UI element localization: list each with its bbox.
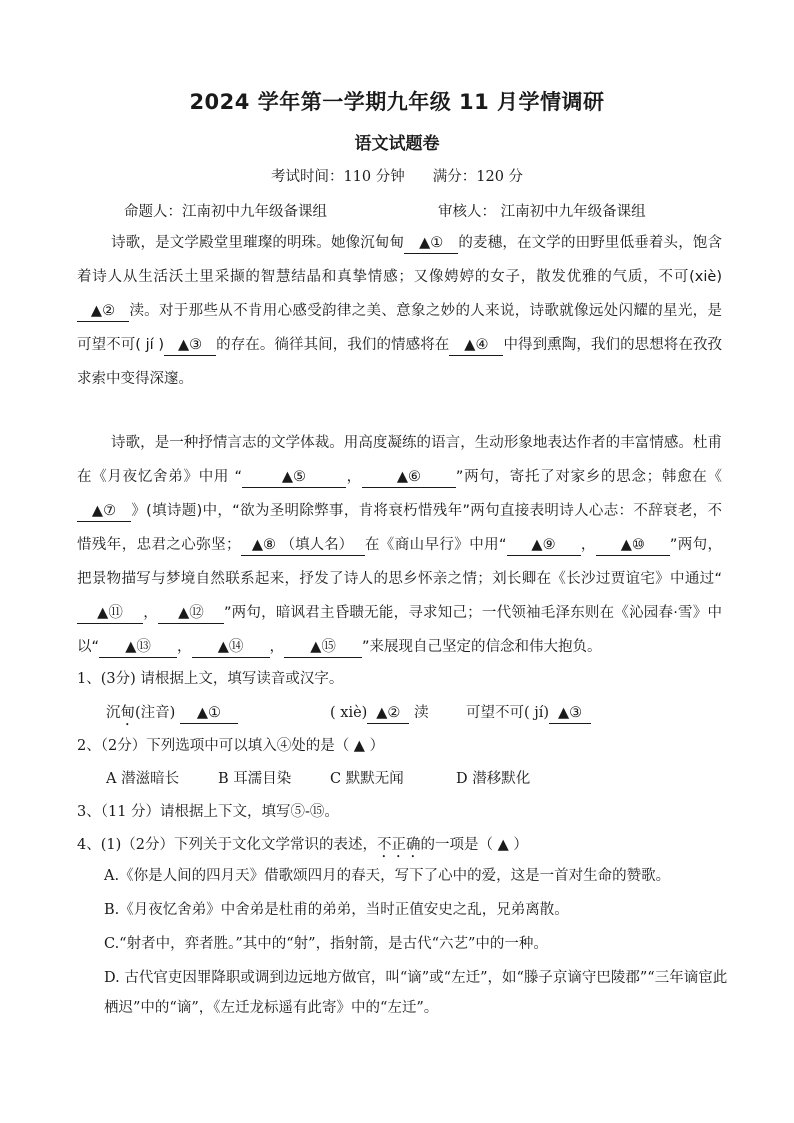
q1a-dotted-char: 甸 — [120, 705, 135, 721]
passage-text: ， — [345, 469, 362, 485]
blank-6: ▲⑥ — [362, 467, 456, 488]
q1c-text: 可望不可( jí) — [466, 705, 550, 721]
blank-1: ▲① — [404, 233, 458, 254]
q4-emphasis: 不正确 — [377, 837, 421, 853]
passage-text: 中得到熏陶，我们的思想将在孜孜求索中变得深邃。 — [77, 337, 723, 387]
blank-11: ▲⑪ — [77, 603, 143, 624]
question-2-option-c: C 默默无闻 — [330, 771, 404, 787]
q1b-pinyin: ( xiè) — [330, 705, 368, 721]
passage-text: ”两句，暗讽君主昏聩无能，寻求知己；一代领袖毛泽东则在《沁园春·雪》中以“ — [77, 605, 722, 655]
passage-text: 的麦穗，在文学的田野里低垂着头，饱含着诗人从生活沃土里采撷的智慧结晶和真挚情感；又像娉婷的女子，散发优雅的气质，不可(xiè) — [77, 235, 723, 285]
blank-14: ▲⑭ — [192, 637, 270, 658]
exam-meta — [0, 165, 794, 186]
q4-stem-text: 的一项是（ ▲ ） — [420, 837, 528, 853]
passage-text: ， — [177, 639, 192, 655]
question-2-option-d: D 潜移默化 — [456, 771, 531, 787]
question-2-stem: 2、（2分）下列选项中可以填入④处的是（ ▲ ） — [77, 738, 385, 754]
question-4-option-d: D. 古代官吏因罪降职或调到边远地方做官，叫“谪”或“左迁”，如“滕子京谪守巴陵郡”“三年谪宦此栖迟”中的“谪”，《左迁龙标遥有此寄》中的“左迁”。 — [104, 970, 728, 1016]
exam-time: 考试时间：110 分钟 — [270, 169, 405, 185]
passage-text: 诗歌，是文学殿堂里璀璨的明珠。她像沉甸甸 — [111, 235, 405, 251]
question-4-option-a: A.《你是人间的四月天》借歌颂四月的春天，写下了心中的爱，这是一首对生命的赞歌。 — [104, 868, 671, 884]
passage-text: 》(填诗题)中，“欲为圣明除弊事，肯将衰朽惜残年”两句直接表明诗人心志：不辞衰老，不惜残年，忠君之心弥坚； — [77, 503, 722, 553]
q1a-note: (注音) — [135, 705, 176, 721]
q1c-blank: ▲③ — [549, 703, 591, 724]
blank-15: ▲⑮ — [284, 637, 362, 658]
question-3-stem: 3、（11 分）请根据上下文，填写⑤-⑮。 — [77, 804, 339, 820]
blank-4: ▲④ — [449, 335, 503, 356]
author: 命题人：江南初中九年级备课组 — [124, 204, 327, 220]
question-4-option-b: B.《月夜忆舍弟》中舍弟是杜甫的弟弟，当时正值安史之乱，兄弟离散。 — [104, 902, 569, 918]
blank-7: ▲⑦ — [77, 501, 131, 522]
exam-subtitle: 语文试题卷 — [354, 134, 440, 154]
exam-title: 2024 学年第一学期九年级 11 月学情调研 — [189, 90, 605, 114]
question-1-item-a — [106, 701, 238, 729]
blank-3: ▲③ — [164, 335, 216, 356]
q1a-blank: ▲① — [180, 703, 238, 724]
passage-text: ”两句，寄托了对家乡的思念；韩愈在《 — [455, 469, 723, 485]
q1b-blank: ▲② — [367, 703, 409, 724]
passage-text: ， — [143, 605, 158, 621]
question-1-item-c — [466, 701, 591, 724]
question-1-stem: 1、(3分) 请根据上文，填写读音或汉字。 — [77, 671, 344, 687]
question-2-option-b: B 耳濡目染 — [218, 771, 292, 787]
passage-text: 渎。对于那些从不肯用心感受韵律之美、意象之妙的人来说，诗歌就像远处闪耀的星光，是可望不可( jí ) — [77, 303, 722, 353]
question-2-option-a: A 潜滋暗长 — [106, 771, 180, 787]
question-4-option-c: C.“射者中，弈者胜。”其中的“射”，指射箭，是古代“六艺”中的一种。 — [104, 936, 548, 952]
passage-text: 诗歌，是一种抒情言志的文学体裁。用高度凝练的语言，生动形象地表达作者的丰富情感。杜甫在《月夜忆舍弟》中用 “ — [77, 435, 722, 485]
passage-paragraph-1 — [77, 226, 722, 396]
q1b-post: 渎 — [413, 705, 429, 721]
blank-12: ▲⑫ — [158, 603, 224, 624]
blank-5: ▲⑤ — [242, 467, 346, 488]
blank-8: ▲⑧ （填人名） — [241, 535, 365, 556]
passage-text: ， — [269, 639, 285, 655]
blank-9: ▲⑨ — [507, 535, 581, 556]
passage-text: ”来展现自己坚定的信念和伟大抱负。 — [362, 639, 602, 655]
q1a-word: 沉甸 — [106, 705, 135, 721]
passage-text: ， — [580, 537, 596, 553]
blank-13: ▲⑬ — [99, 637, 177, 658]
passage-text: 在《商山早行》中用“ — [364, 537, 507, 553]
passage-paragraph-2 — [77, 426, 722, 664]
blank-10: ▲⑩ — [596, 535, 670, 556]
reviewer: 审核人： 江南初中九年级备课组 — [438, 204, 646, 220]
full-score: 满分：120 分 — [432, 169, 524, 185]
passage-text: 的存在。徜徉其间，我们的情感将在 — [216, 337, 450, 353]
blank-2: ▲② — [77, 301, 129, 322]
passage-text: ”两句，把景物描写与梦境自然联系起来，抒发了诗人的思乡怀亲之情；刘长卿在《长沙过贾谊宅》中通过“ — [77, 537, 723, 587]
q4-stem-text: 4、(1)（2分）下列关于文化文学常识的表述， — [77, 837, 377, 853]
question-1-item-b — [330, 701, 428, 724]
question-4-stem — [77, 833, 528, 861]
